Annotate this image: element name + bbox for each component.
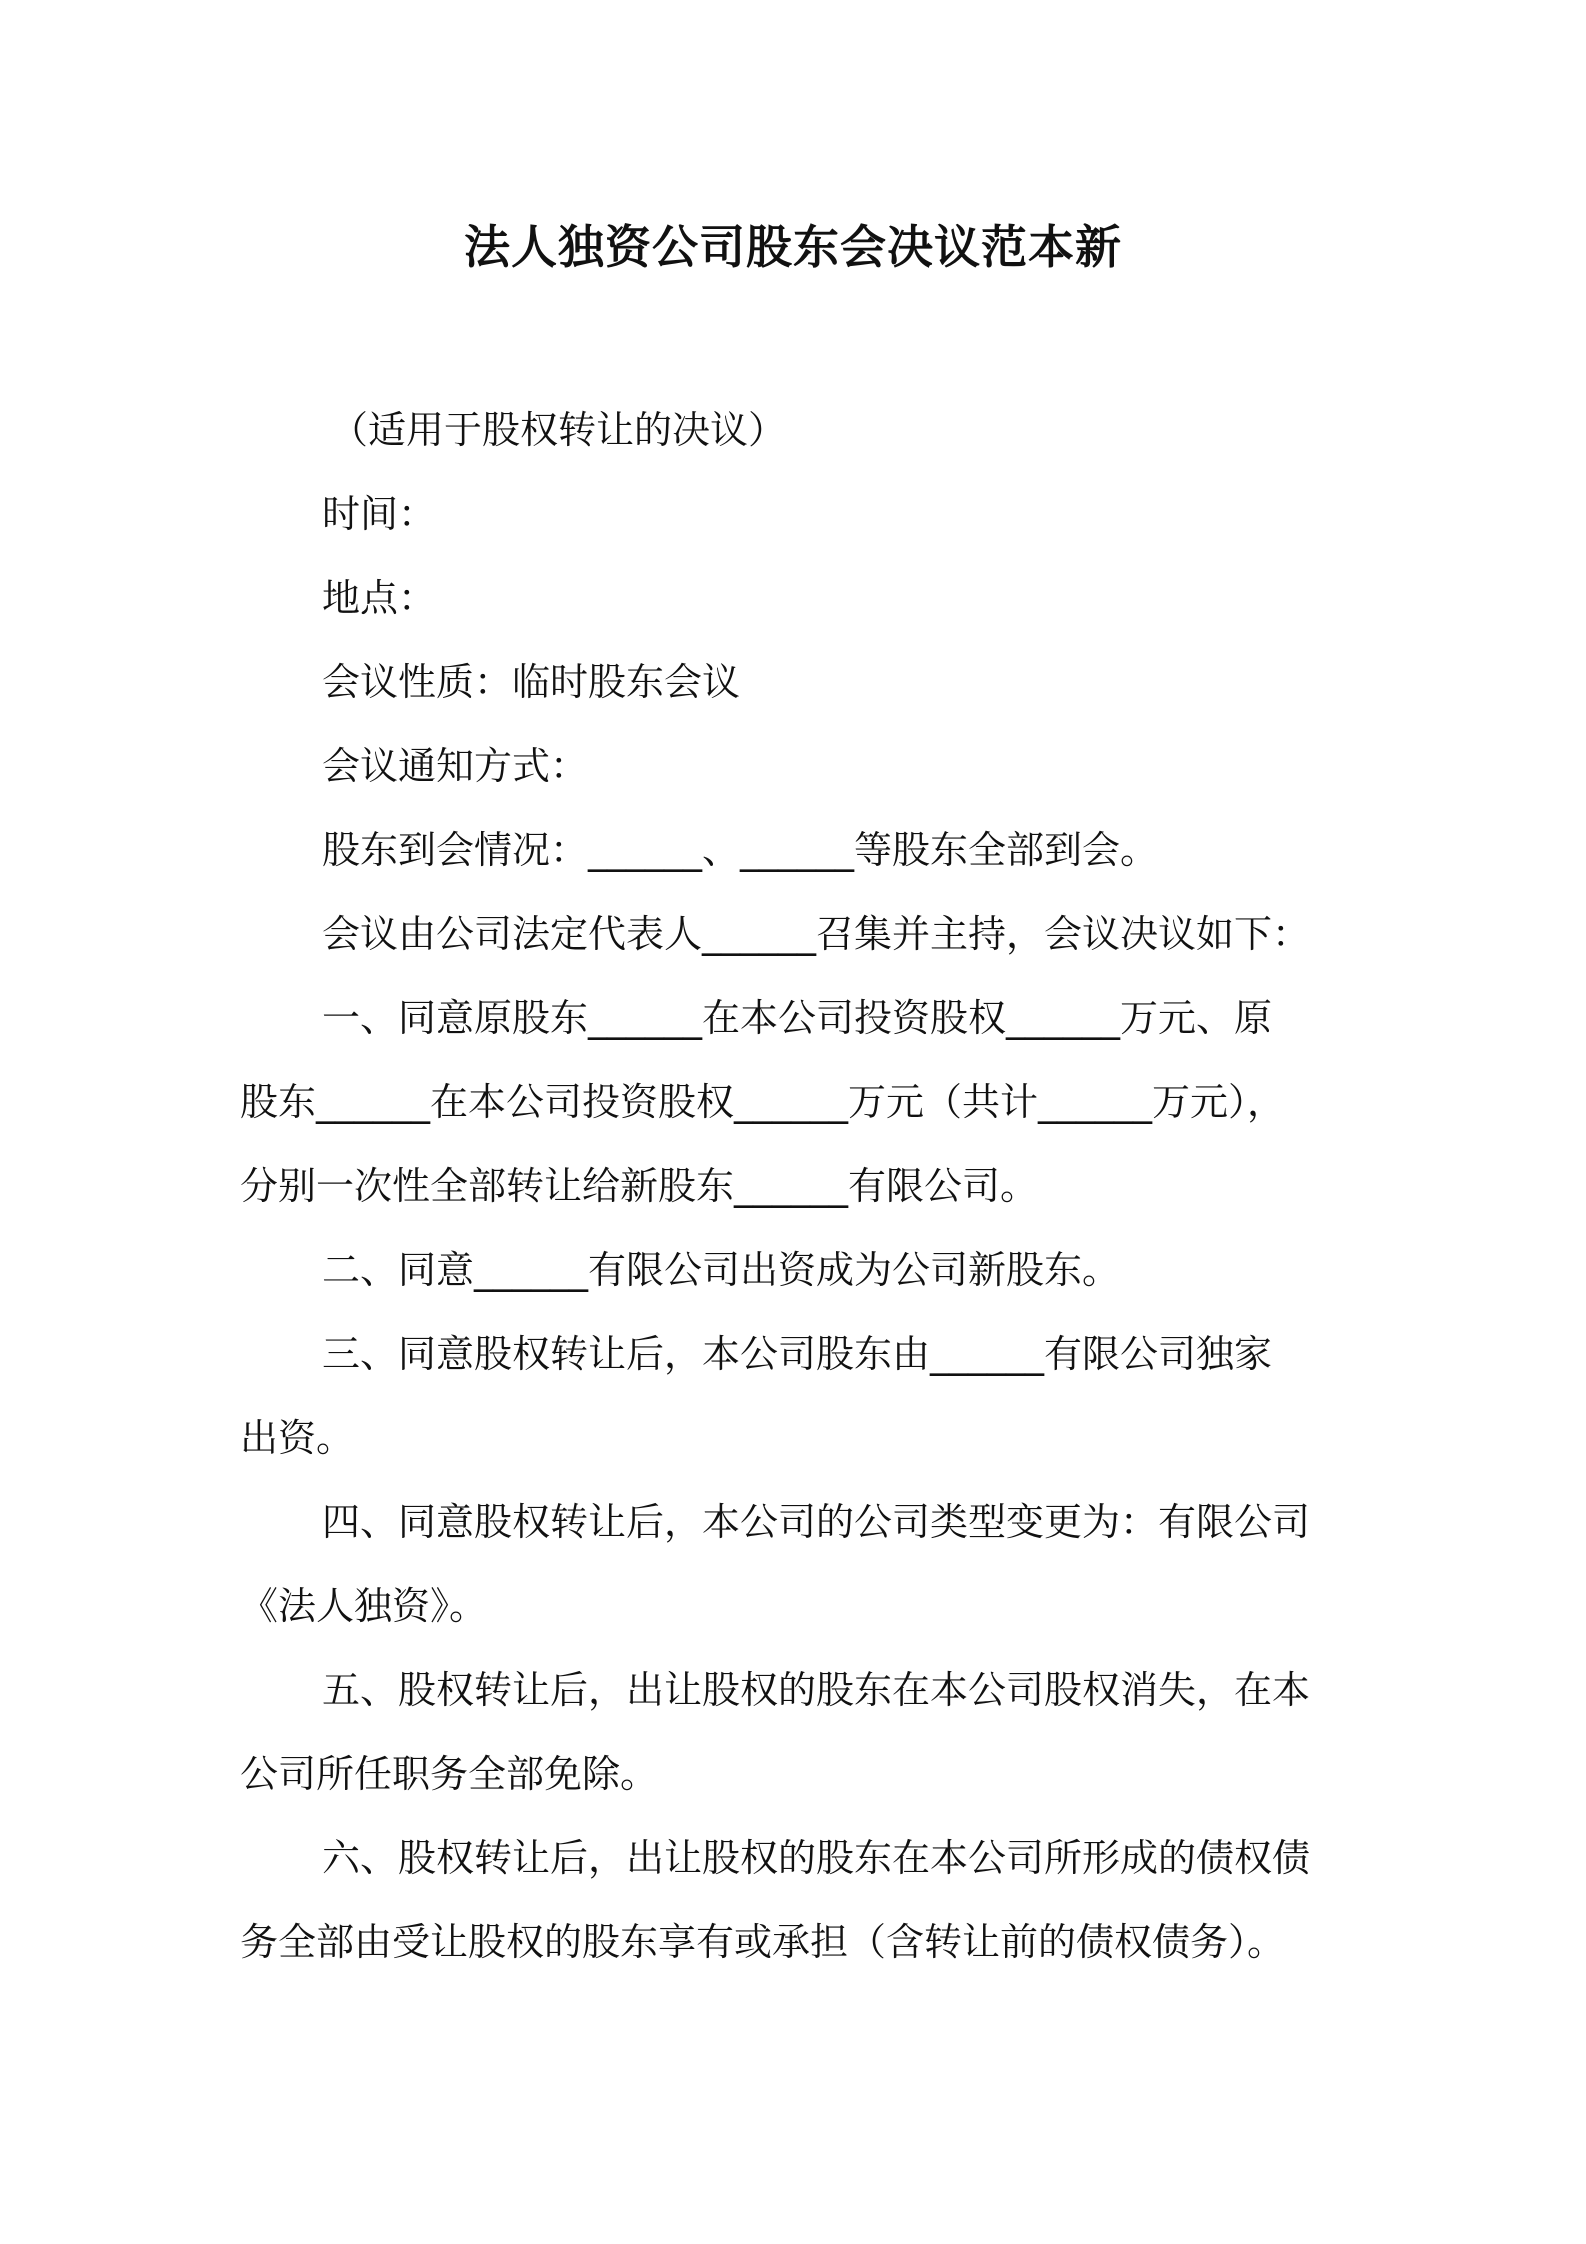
document-body: [240, 388, 1360, 1984]
resolution-5: [240, 1648, 1360, 1816]
field-attendance: 股东到会情况：______、______等股东全部到会。: [322, 828, 1159, 872]
resolution-4: [240, 1480, 1360, 1648]
resolution-line: 《法人独资》。: [240, 1584, 488, 1628]
resolution-2: [240, 1228, 1360, 1312]
field-chair: 会议由公司法定代表人______召集并主持，会议决议如下：: [322, 912, 1311, 956]
field-place: 地点：: [322, 576, 437, 620]
resolution-line: 出资。: [240, 1416, 355, 1460]
field-time: 时间：: [322, 492, 437, 536]
resolution-line: 股东______在本公司投资股权______万元（共计______万元），: [240, 1080, 1286, 1124]
document-title: 法人独资公司股东会决议范本新: [464, 220, 1122, 274]
resolution-3: [240, 1312, 1360, 1480]
resolution-line: 四、同意股权转让后，本公司的公司类型变更为：有限公司: [322, 1500, 1311, 1544]
resolution-line: 分别一次性全部转让给新股东______有限公司。: [240, 1164, 1039, 1208]
resolution-line: 五、股权转让后，出让股权的股东在本公司股权消失，在本: [322, 1668, 1311, 1712]
resolution-line: 六、股权转让后，出让股权的股东在本公司所形成的债权债: [322, 1836, 1311, 1880]
resolution-line: 三、同意股权转让后，本公司股东由______有限公司独家: [322, 1332, 1273, 1376]
resolution-line: 务全部由受让股权的股东享有或承担（含转让前的债权债务）。: [240, 1920, 1286, 1964]
resolution-line: 二、同意______有限公司出资成为公司新股东。: [322, 1248, 1121, 1292]
resolution-line: 一、同意原股东______在本公司投资股权______万元、原: [322, 996, 1273, 1040]
subtitle: （适用于股权转让的决议）: [330, 408, 787, 452]
resolution-line: 公司所任职务全部免除。: [240, 1752, 659, 1796]
resolution-6: [240, 1816, 1360, 1984]
resolution-1: [240, 976, 1360, 1228]
field-nature: 会议性质：临时股东会议: [322, 660, 741, 704]
field-notice: 会议通知方式：: [322, 744, 589, 788]
